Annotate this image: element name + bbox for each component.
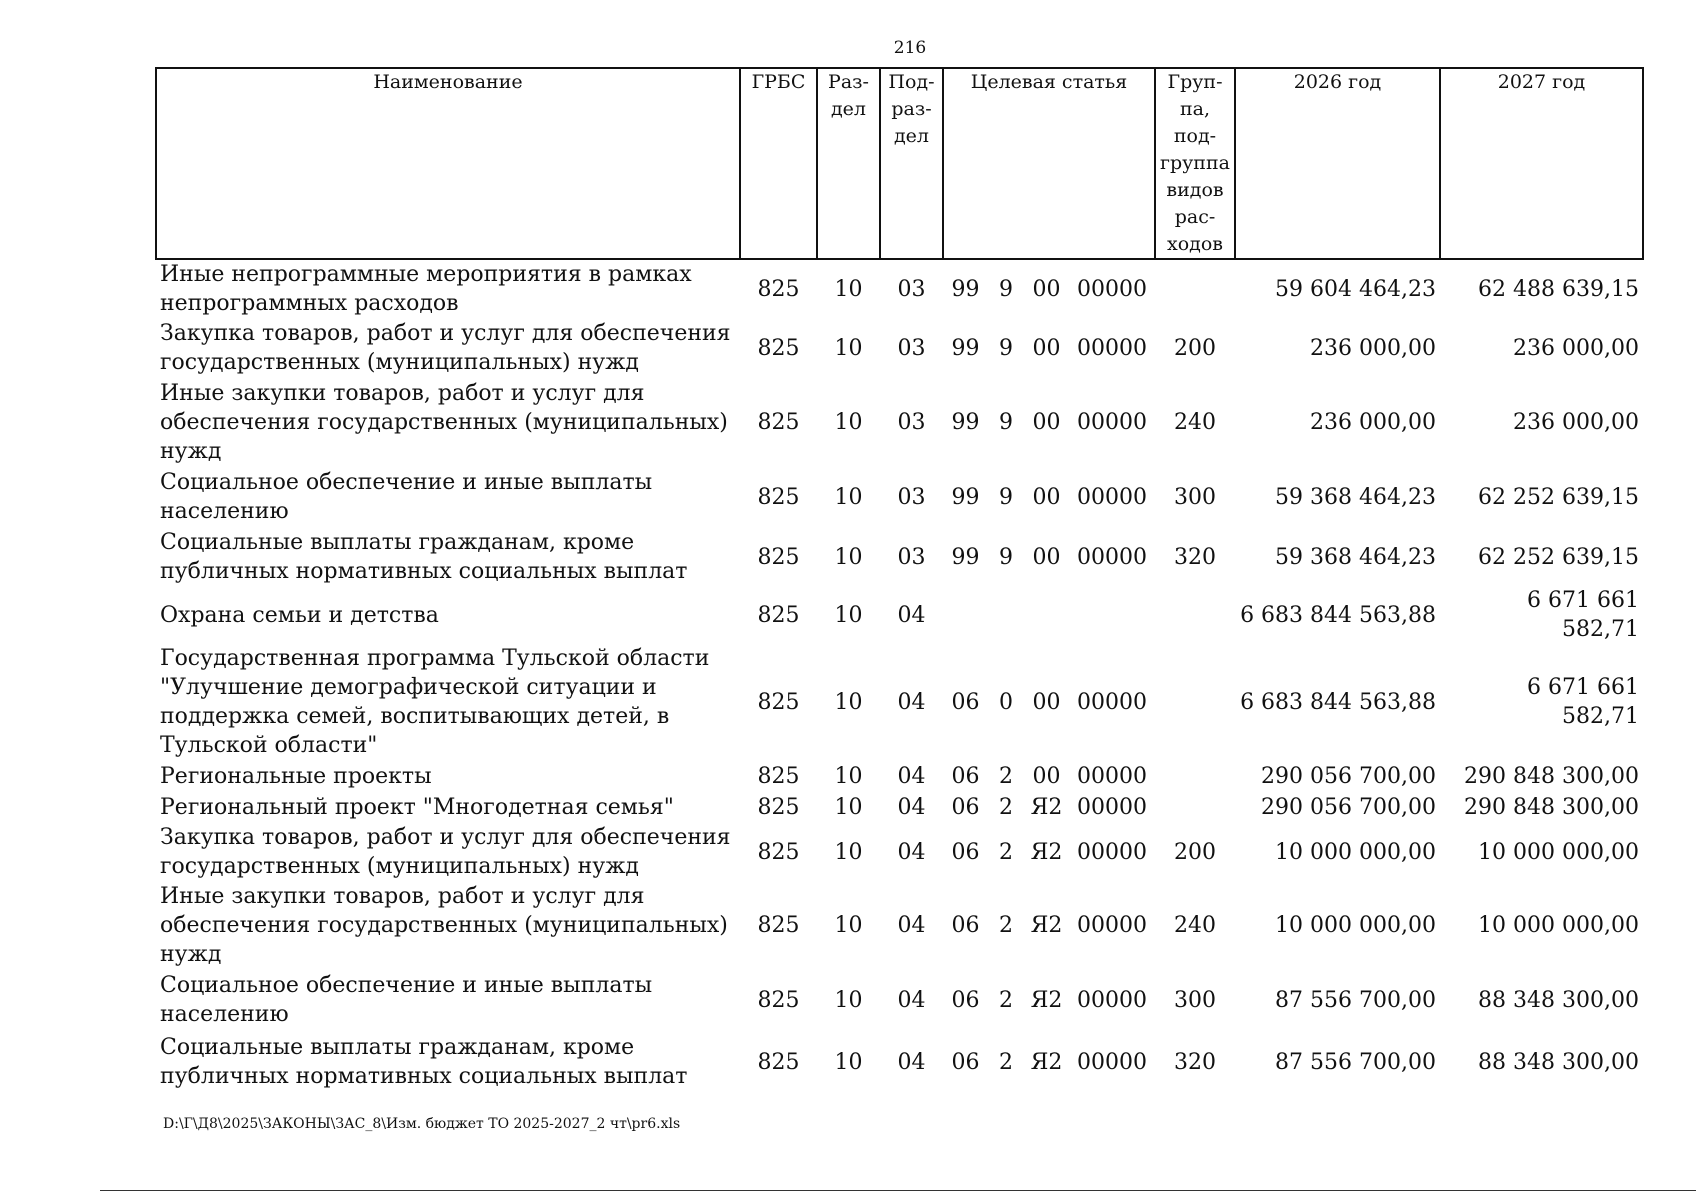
cell-target-event: Я2 (1030, 794, 1063, 820)
header-year-2026: 2026 год (1235, 68, 1440, 259)
cell-expense-group: 240 (1174, 913, 1216, 938)
file-path-footer: D:\Г\Д8\2025\ЗАКОНЫ\ЗАС_8\Изм. бюджет ТО 2025-2027_2 чт\pr6.xls (163, 1116, 681, 1132)
table-row (156, 822, 1643, 882)
header-razdel: Раз-дел (817, 68, 880, 259)
cell-podrazdel: 04 (897, 1049, 926, 1075)
cell-name: Иные закупки товаров, работ и услуг для обеспечения государственных (муниципальных) нужд (160, 884, 728, 967)
cell-expense-group: 300 (1174, 484, 1216, 510)
cell-target-event: 00 (1032, 544, 1061, 570)
cell-amount-2026: 87 556 700,00 (1275, 987, 1436, 1013)
cell-expense-group (1155, 760, 1235, 792)
cell-razdel: 10 (834, 987, 863, 1013)
cell-grbs: 825 (757, 987, 800, 1013)
cell-razdel: 10 (834, 335, 863, 361)
table-row (156, 644, 1643, 760)
cell-target-program: 06 (951, 794, 980, 820)
header-target-article: Целевая статья (943, 68, 1155, 259)
cell-amount-2027: 290 848 300,00 (1464, 763, 1639, 789)
cell-razdel: 10 (834, 484, 863, 510)
cell-target-program: 06 (951, 839, 980, 865)
cell-amount-2026: 10 000 000,00 (1275, 839, 1436, 865)
cell-name: Региональный проект "Многодетная семья" (160, 794, 674, 820)
cell-grbs: 825 (757, 602, 800, 628)
cell-target-event: 00 (1032, 763, 1061, 789)
cell-target-subprogram: 0 (999, 689, 1013, 715)
cell-podrazdel: 03 (897, 335, 926, 361)
cell-amount-2026: 59 604 464,23 (1275, 276, 1436, 302)
header-name: Наименование (156, 68, 740, 259)
table-body (156, 259, 1643, 1093)
cell-razdel: 10 (834, 689, 863, 715)
cell-amount-2026: 236 000,00 (1310, 335, 1436, 361)
cell-razdel: 10 (834, 763, 863, 789)
table-row (156, 378, 1643, 466)
cell-target-program: 99 (951, 276, 980, 302)
cell-razdel: 10 (834, 913, 863, 938)
cell-grbs: 825 (757, 1049, 800, 1075)
cell-name: Иные непрограммные мероприятия в рамках непрограммных расходов (160, 262, 692, 316)
cell-name: Закупка товаров, работ и услуг для обеспечения государственных (муниципальных) нужд (160, 825, 731, 879)
cell-name: Социальное обеспечение и иные выплаты населению (160, 470, 653, 524)
cell-target-program: 06 (951, 913, 980, 938)
cell-target-subprogram: 2 (999, 839, 1013, 865)
cell-amount-2026: 87 556 700,00 (1275, 1049, 1436, 1075)
cell-grbs: 825 (757, 409, 800, 435)
cell-grbs: 825 (757, 335, 800, 361)
cell-target-event: 00 (1032, 276, 1061, 302)
table-row (156, 1031, 1643, 1093)
cell-amount-2027: 236 000,00 (1513, 409, 1639, 435)
cell-name: Охрана семьи и детства (160, 602, 439, 628)
cell-amount-2026: 6 683 844 563,88 (1240, 602, 1436, 628)
bottom-divider (100, 1190, 1696, 1191)
cell-target-program: 06 (951, 763, 980, 789)
cell-razdel: 10 (834, 602, 863, 628)
cell-podrazdel: 03 (897, 409, 926, 435)
cell-target-code: 00000 (1077, 409, 1147, 435)
cell-expense-group (1155, 259, 1235, 318)
cell-target-code: 00000 (1077, 689, 1147, 715)
table-row (156, 318, 1643, 378)
cell-target-subprogram: 9 (999, 484, 1013, 510)
cell-target-subprogram: 9 (999, 409, 1013, 435)
table-row (156, 586, 1643, 644)
table-row (156, 466, 1643, 528)
table-header (156, 68, 1643, 259)
cell-podrazdel: 03 (897, 276, 926, 302)
cell-razdel: 10 (834, 276, 863, 302)
cell-razdel: 10 (834, 839, 863, 865)
cell-target-code: 00000 (1077, 839, 1147, 865)
cell-grbs: 825 (757, 544, 800, 570)
cell-expense-group: 240 (1174, 409, 1216, 435)
cell-podrazdel: 03 (897, 544, 926, 570)
cell-amount-2026: 236 000,00 (1310, 409, 1436, 435)
cell-grbs: 825 (757, 276, 800, 302)
page-number: 216 (893, 38, 927, 58)
cell-target-event: 00 (1032, 484, 1061, 510)
cell-target-subprogram: 9 (999, 276, 1013, 302)
cell-podrazdel: 04 (897, 763, 926, 789)
cell-target-program: 06 (951, 689, 980, 715)
cell-podrazdel: 04 (897, 987, 926, 1013)
cell-target-code: 00000 (1077, 763, 1147, 789)
header-year-2027: 2027 год (1440, 68, 1643, 259)
cell-target-subprogram: 2 (999, 763, 1013, 789)
cell-target-code: 00000 (1077, 544, 1147, 570)
cell-target-program: 06 (951, 987, 980, 1013)
cell-name: Закупка товаров, работ и услуг для обеспечения государственных (муниципальных) нужд (160, 321, 731, 375)
cell-grbs: 825 (757, 913, 800, 938)
cell-target-subprogram: 2 (999, 1049, 1013, 1075)
table-row (156, 259, 1643, 318)
cell-target-code: 00000 (1077, 987, 1147, 1013)
cell-expense-group (1155, 644, 1235, 760)
cell-target-event: 00 (1032, 335, 1061, 361)
cell-name: Социальное обеспечение и иные выплаты населению (160, 973, 653, 1027)
cell-amount-2026: 290 056 700,00 (1261, 763, 1436, 789)
cell-target-subprogram: 2 (999, 987, 1013, 1013)
cell-grbs: 825 (757, 794, 800, 820)
cell-amount-2026: 10 000 000,00 (1275, 913, 1436, 938)
cell-podrazdel: 03 (897, 484, 926, 510)
cell-podrazdel: 04 (897, 839, 926, 865)
cell-amount-2027: 88 348 300,00 (1478, 987, 1639, 1013)
cell-target-subprogram: 2 (999, 794, 1013, 820)
cell-target-code: 00000 (1077, 913, 1147, 938)
cell-target-event: Я2 (1030, 1049, 1063, 1075)
cell-target-subprogram: 9 (999, 335, 1013, 361)
cell-podrazdel: 04 (897, 602, 926, 628)
header-podrazdel: Под-раз-дел (880, 68, 943, 259)
cell-target-event: Я2 (1030, 839, 1063, 865)
cell-expense-group: 300 (1174, 987, 1216, 1013)
cell-amount-2027: 10 000 000,00 (1478, 913, 1639, 938)
cell-amount-2027: 88 348 300,00 (1478, 1049, 1639, 1075)
cell-target-code: 00000 (1077, 484, 1147, 510)
cell-name: Региональные проекты (160, 763, 432, 789)
table-row (156, 969, 1643, 1031)
cell-razdel: 10 (834, 544, 863, 570)
cell-grbs: 825 (757, 839, 800, 865)
cell-grbs: 825 (757, 484, 800, 510)
cell-razdel: 10 (834, 409, 863, 435)
cell-target-subprogram: 2 (999, 913, 1013, 938)
cell-target-event: 00 (1032, 689, 1061, 715)
cell-target-code: 00000 (1077, 1049, 1147, 1075)
cell-target-event: Я2 (1030, 987, 1063, 1013)
cell-podrazdel: 04 (897, 689, 926, 715)
budget-table (155, 67, 1644, 1093)
cell-target-event: 00 (1032, 409, 1061, 435)
cell-amount-2027: 6 671 661 582,71 (1527, 588, 1639, 642)
cell-expense-group (1155, 792, 1235, 822)
cell-expense-group: 320 (1174, 544, 1216, 570)
cell-amount-2027: 6 671 661 582,71 (1527, 675, 1639, 729)
cell-amount-2026: 6 683 844 563,88 (1240, 689, 1436, 715)
cell-target-program: 99 (951, 409, 980, 435)
cell-amount-2027: 290 848 300,00 (1464, 794, 1639, 820)
cell-name: Социальные выплаты гражданам, кроме публичных нормативных социальных выплат (160, 1035, 688, 1089)
cell-amount-2027: 62 252 639,15 (1478, 484, 1639, 510)
cell-podrazdel: 04 (897, 794, 926, 820)
cell-podrazdel: 04 (897, 913, 926, 938)
cell-expense-group: 200 (1174, 839, 1216, 865)
cell-target-code: 00000 (1077, 276, 1147, 302)
cell-amount-2027: 62 252 639,15 (1478, 544, 1639, 570)
cell-target-code: 00000 (1077, 335, 1147, 361)
cell-target-program: 99 (951, 335, 980, 361)
cell-target-program: 99 (951, 484, 980, 510)
cell-target-subprogram (988, 586, 1024, 644)
cell-target-program (943, 586, 988, 644)
cell-target-subprogram: 9 (999, 544, 1013, 570)
cell-amount-2027: 62 488 639,15 (1478, 276, 1639, 302)
cell-name: Иные закупки товаров, работ и услуг для обеспечения государственных (муниципальных) нужд (160, 380, 728, 464)
cell-amount-2026: 59 368 464,23 (1275, 544, 1436, 570)
cell-target-code: 00000 (1077, 794, 1147, 820)
cell-expense-group: 200 (1174, 335, 1216, 361)
cell-name: Социальные выплаты гражданам, кроме публичных нормативных социальных выплат (160, 530, 688, 584)
table-row (156, 760, 1643, 792)
header-grbs: ГРБС (740, 68, 817, 259)
cell-amount-2026: 59 368 464,23 (1275, 484, 1436, 510)
header-expense-group: Груп-па, под-группа видов рас-ходов (1155, 68, 1235, 259)
cell-razdel: 10 (834, 794, 863, 820)
cell-razdel: 10 (834, 1049, 863, 1075)
cell-expense-group (1155, 586, 1235, 644)
cell-target-event (1024, 586, 1069, 644)
cell-expense-group: 320 (1174, 1049, 1216, 1075)
cell-amount-2027: 10 000 000,00 (1478, 839, 1639, 865)
cell-target-code (1069, 586, 1155, 644)
cell-amount-2026: 290 056 700,00 (1261, 794, 1436, 820)
table-row (156, 528, 1643, 586)
table-row (156, 882, 1643, 969)
cell-target-event: Я2 (1030, 913, 1063, 938)
cell-name: Государственная программа Тульской области "Улучшение демографической ситуации и поддержка семей, воспитывающих детей, в Тульской области" (160, 646, 710, 758)
table-row (156, 792, 1643, 822)
cell-amount-2027: 236 000,00 (1513, 335, 1639, 361)
cell-target-program: 06 (951, 1049, 980, 1075)
cell-grbs: 825 (757, 763, 800, 789)
cell-target-program: 99 (951, 544, 980, 570)
cell-grbs: 825 (757, 689, 800, 715)
